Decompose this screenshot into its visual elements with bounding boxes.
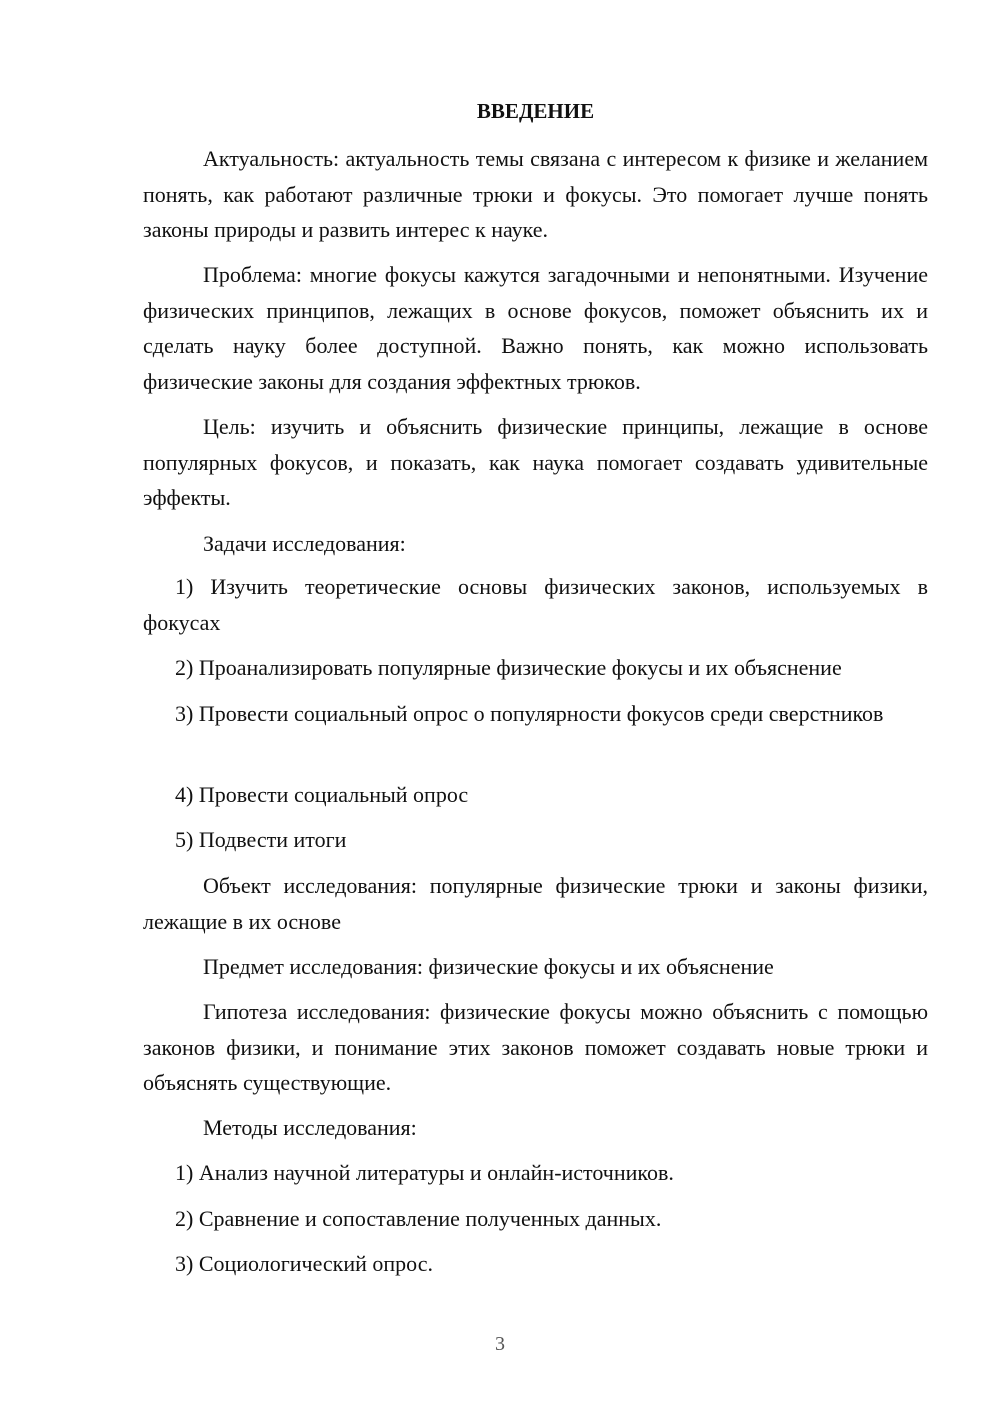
methods-heading: Методы исследования: bbox=[203, 1115, 417, 1140]
page-number: 3 bbox=[495, 1333, 505, 1355]
relevance-paragraph: Актуальность: актуальность темы связана с интересом к физике и желанием понять, как работают различные трюки и фокусы. Это помогает лучше понять законы природы и развить интерес к науке. bbox=[143, 146, 928, 242]
goal-paragraph: Цель: изучить и объяснить физические принципы, лежащие в основе популярных фокусов, и показать, как наука помогает создавать удивительные эффекты. bbox=[143, 414, 928, 510]
task-item-5: 5) Подвести итоги bbox=[175, 827, 347, 852]
task-item-2: 2) Проанализировать популярные физические фокусы и их объяснение bbox=[175, 655, 842, 680]
task-item-4: 4) Провести социальный опрос bbox=[175, 782, 469, 807]
tasks-heading: Задачи исследования: bbox=[203, 531, 406, 556]
task-item-3: 3) Провести социальный опрос о популярности фокусов среди сверстников bbox=[175, 701, 884, 726]
subject-paragraph: Предмет исследования: физические фокусы и их объяснение bbox=[203, 954, 774, 979]
method-item-2: 2) Сравнение и сопоставление полученных данных. bbox=[175, 1206, 662, 1231]
problem-paragraph: Проблема: многие фокусы кажутся загадочными и непонятными. Изучение физических принципов, лежащих в основе фокусов, поможет объяснить их и сделать науку более доступной. Важно понять, как можно использовать физические законы для создания эффектных трюков. bbox=[143, 262, 928, 394]
method-item-1: 1) Анализ научной литературы и онлайн-источников. bbox=[175, 1160, 674, 1185]
page-title: ВВЕДЕНИЕ bbox=[476, 99, 595, 123]
object-paragraph: Объект исследования: популярные физические трюки и законы физики, лежащие в их основе bbox=[143, 873, 928, 934]
method-item-3: 3) Социологический опрос. bbox=[175, 1251, 433, 1276]
hypothesis-paragraph: Гипотеза исследования: физические фокусы можно объяснить с помощью законов физики, и понимание этих законов поможет создавать новые трюки и объяснять существующие. bbox=[143, 999, 928, 1095]
task-item-1: 1) Изучить теоретические основы физических законов, используемых в фокусах bbox=[143, 574, 928, 635]
